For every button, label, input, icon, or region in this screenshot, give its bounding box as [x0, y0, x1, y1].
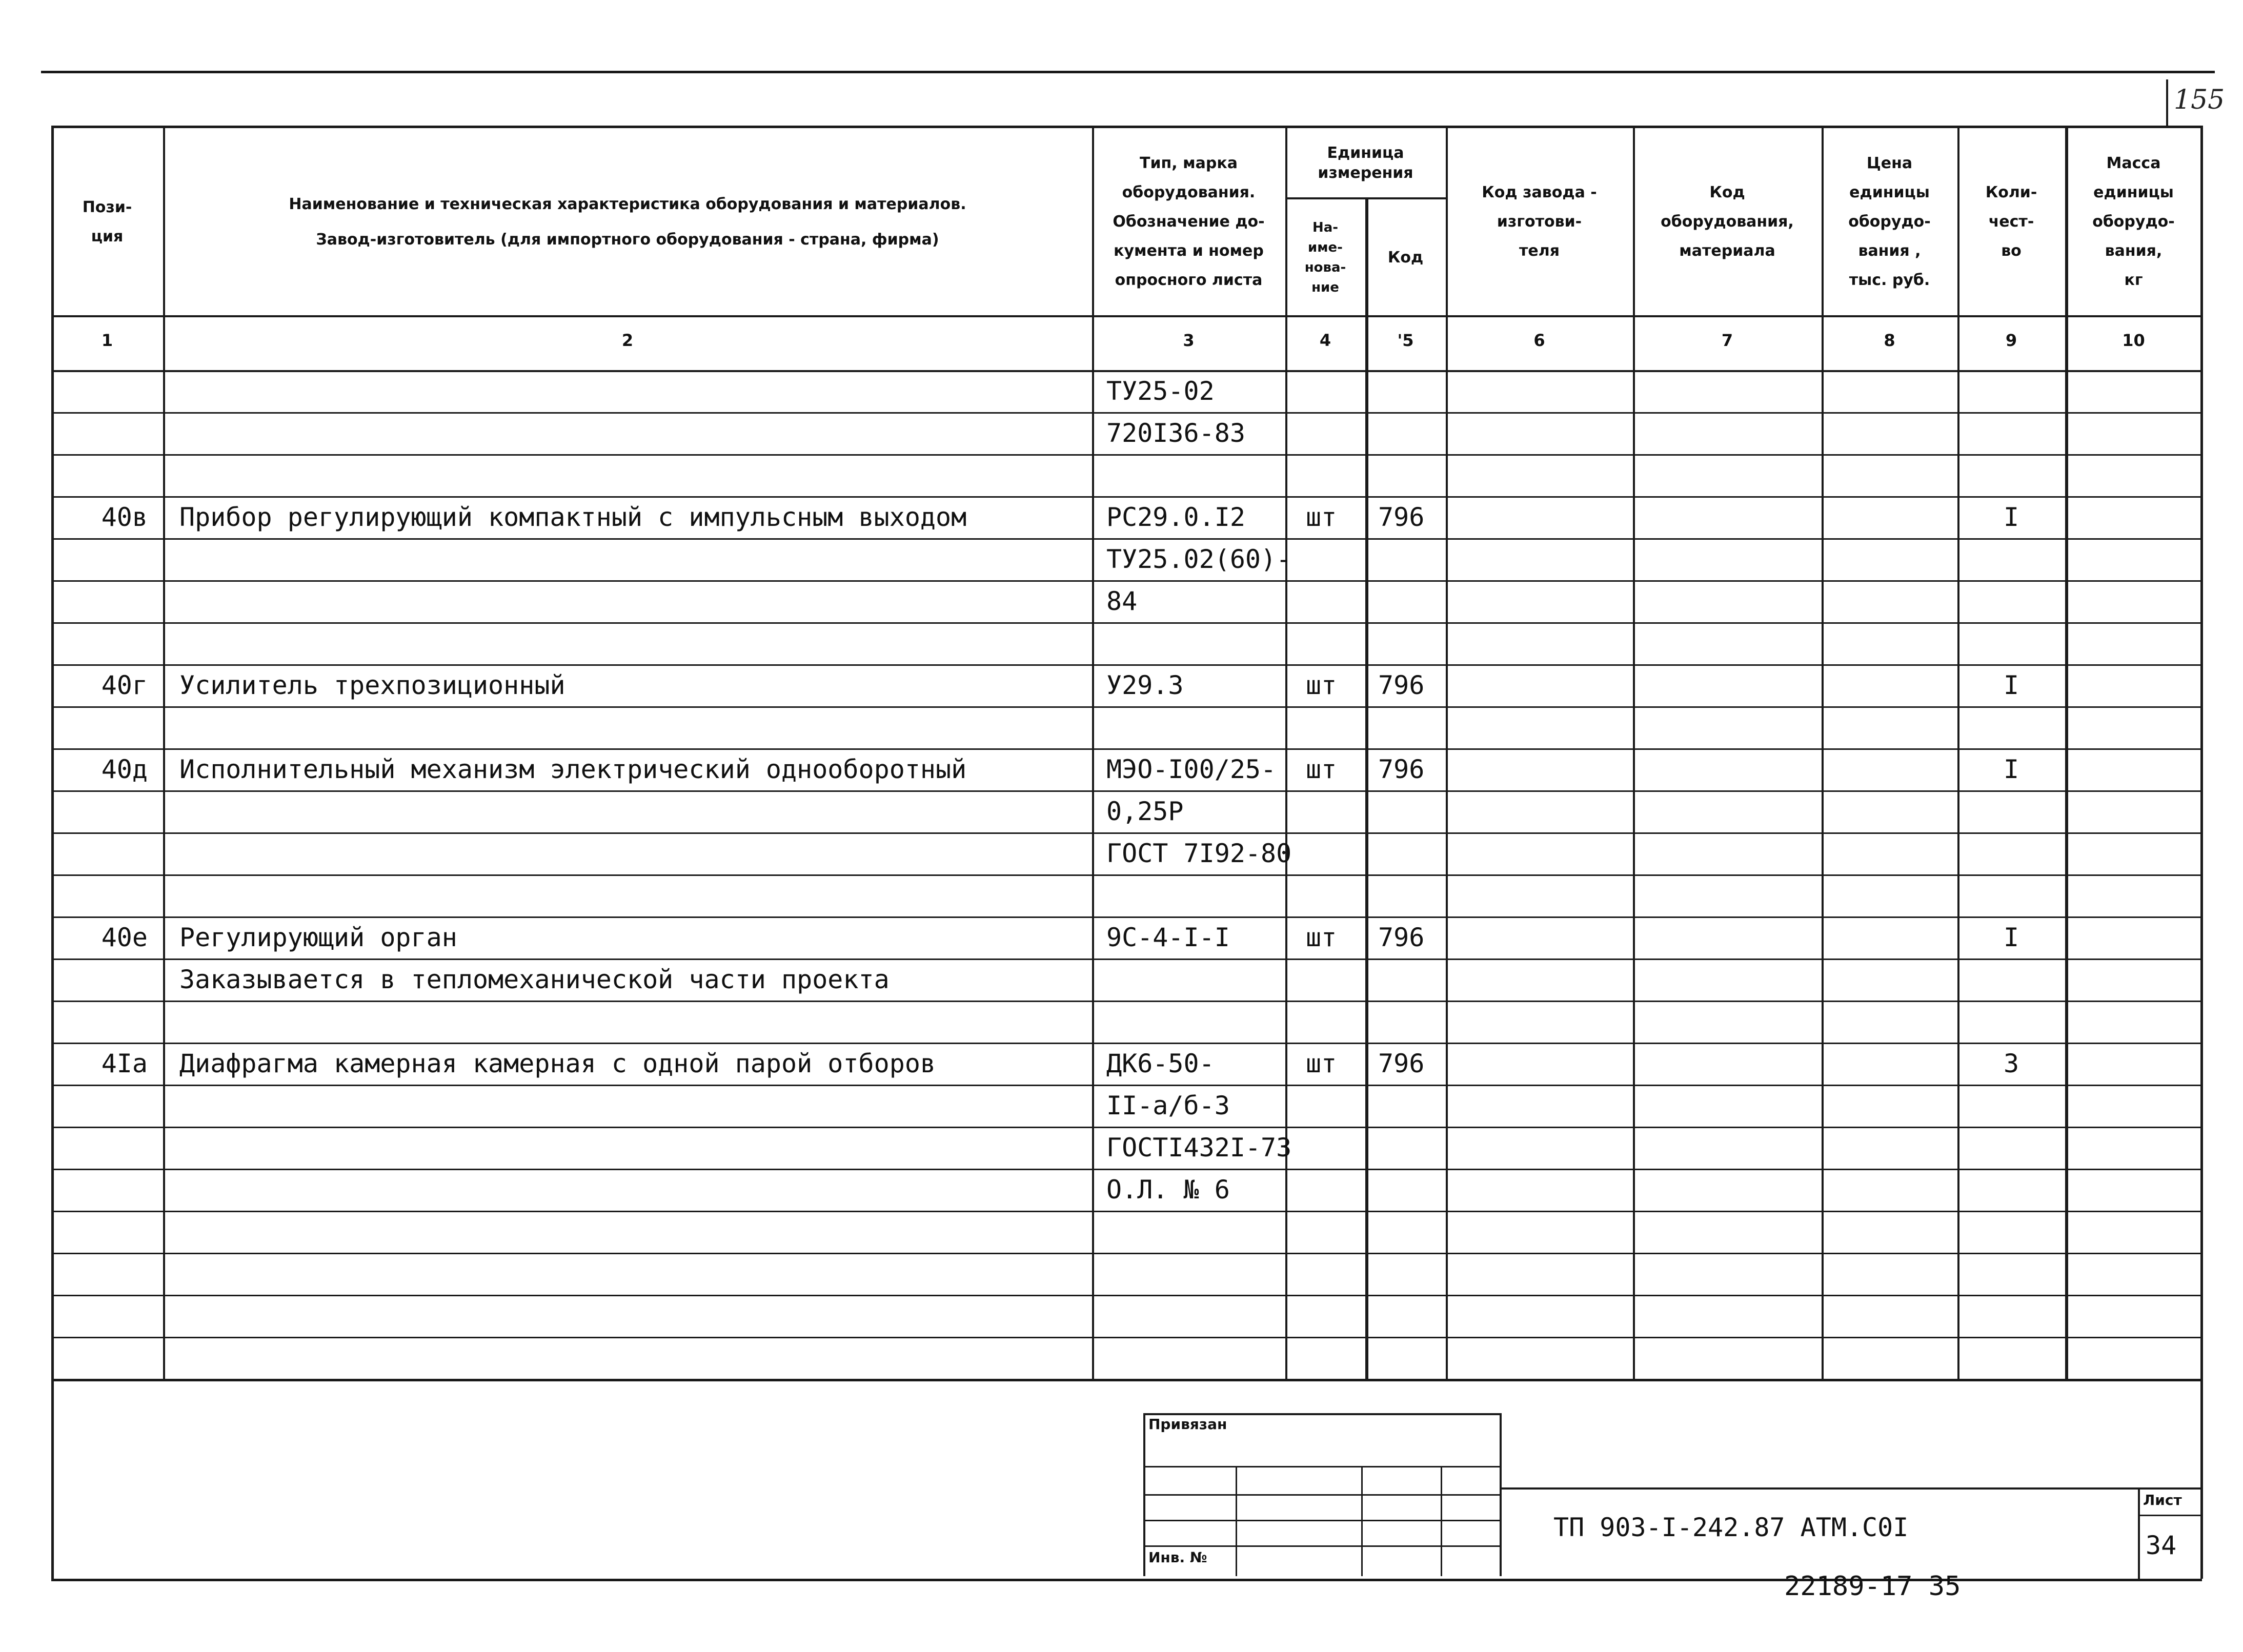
row-divider	[51, 958, 2202, 960]
row-divider	[51, 1085, 2202, 1086]
document-code: ТП 903-I-242.87 АТМ.С0I	[1553, 1513, 1909, 1542]
row-unit-name: шт	[1306, 670, 1337, 700]
row-type: 84	[1106, 586, 1138, 616]
stamp-line	[1143, 1494, 1500, 1496]
sheet-label: Лист	[2143, 1492, 2182, 1508]
row-divider	[51, 412, 2202, 414]
column-number-equip_code: 7	[1721, 331, 1733, 350]
row-name: Прибор регулирующий компактный с импульсным выходом	[179, 502, 967, 532]
stamp-top	[1143, 1413, 1500, 1415]
row-position: 40е	[101, 923, 148, 952]
column-group-header-unit: Единица измерения	[1318, 144, 1413, 182]
column-number-plant_code: 6	[1533, 331, 1545, 350]
column-number-mass: 10	[2122, 331, 2145, 350]
column-number-pos: 1	[101, 331, 113, 350]
row-unit-code: 796	[1378, 754, 1425, 784]
stamp-column	[1236, 1466, 1237, 1576]
row-type: ГОСТ 7I92-80	[1106, 839, 1292, 868]
row-type: II-а/б-3	[1106, 1091, 1230, 1120]
row-type: 720I36-83	[1106, 418, 1245, 448]
row-type: ТУ25.02(60)-	[1106, 544, 1292, 574]
row-divider	[51, 832, 2202, 834]
row-unit-code: 796	[1378, 670, 1425, 700]
row-name: Исполнительный механизм электрический однооборотный	[179, 754, 967, 784]
row-divider	[51, 496, 2202, 498]
row-unit-code: 796	[1378, 1049, 1425, 1078]
column-header-type: Тип, марка оборудования. Обозначение до- кумента и номер опросного листа	[1113, 154, 1265, 289]
column-header-unit_code: Код	[1387, 249, 1424, 267]
row-divider	[51, 916, 2202, 918]
row-quantity: I	[2003, 923, 2019, 952]
sheet-box-left	[2138, 1487, 2140, 1579]
row-divider	[51, 1043, 2202, 1044]
row-unit-name: шт	[1306, 754, 1337, 784]
row-unit-name: шт	[1306, 502, 1337, 532]
column-header-mass: Масса единицы оборудо- вания, кг	[2092, 154, 2175, 289]
stamp-right	[1500, 1413, 1502, 1576]
page-number: 155	[2174, 85, 2225, 115]
column-header-name: Наименование и техническая характеристика оборудования и материалов. Завод-изготовитель (для импортного оборудования - страна, фирма)	[289, 195, 966, 249]
column-divider-4	[1365, 197, 1368, 1379]
column-number-bottom-line	[51, 370, 2202, 372]
row-divider	[51, 454, 2202, 456]
column-header-pos: Пози- ция	[82, 198, 132, 246]
row-position: 40д	[101, 754, 148, 784]
sheet-box-divider	[2138, 1515, 2202, 1516]
row-position: 4Iа	[101, 1049, 148, 1078]
row-type: О.Л. № 6	[1106, 1175, 1230, 1205]
stamp-column	[1441, 1466, 1442, 1576]
row-position: 40в	[101, 502, 148, 532]
row-divider	[51, 748, 2202, 750]
row-divider	[51, 664, 2202, 666]
row-quantity: I	[2003, 754, 2019, 784]
row-divider	[51, 1001, 2202, 1002]
column-header-equip_code: Код оборудования, материала	[1661, 183, 1794, 260]
header-bottom-line	[51, 315, 2202, 317]
stamp-line	[1143, 1520, 1500, 1521]
column-header-qty: Коли- чест- во	[1985, 183, 2037, 260]
row-name: Регулирующий орган	[179, 923, 457, 952]
row-unit-name: шт	[1306, 923, 1337, 952]
stamp-privyazan-label: Привязан	[1148, 1416, 1227, 1433]
row-divider	[51, 1253, 2202, 1254]
column-number-type: 3	[1183, 331, 1195, 350]
top-rule	[41, 71, 2215, 73]
row-unit-code: 796	[1378, 923, 1425, 952]
row-type: У29.3	[1106, 670, 1184, 700]
row-unit-name: шт	[1306, 1049, 1337, 1078]
row-type: РС29.0.I2	[1106, 502, 1245, 532]
footer-archive-code: 22189-17 35	[1784, 1571, 1961, 1602]
column-header-plant_code: Код завода - изготови- теля	[1482, 183, 1597, 260]
row-type: 0,25Р	[1106, 797, 1184, 826]
stamp-inventory-label: Инв. №	[1148, 1549, 1207, 1566]
row-divider	[51, 790, 2202, 792]
row-divider	[51, 1169, 2202, 1170]
row-name: Диафрагма камерная камерная с одной парой отборов	[179, 1049, 936, 1078]
column-header-price: Цена единицы оборудо- вания , тыс. руб.	[1848, 154, 1931, 289]
column-number-name: 2	[621, 331, 634, 350]
column-number-qty: 9	[2005, 331, 2017, 350]
row-type: ГОСТI432I-73	[1106, 1133, 1292, 1162]
row-divider	[51, 580, 2202, 582]
row-type: ТУ25-02	[1106, 376, 1215, 406]
row-divider	[51, 706, 2202, 708]
row-divider	[51, 874, 2202, 876]
sheet-number: 34	[2146, 1531, 2177, 1560]
row-type: ДК6-50-	[1106, 1049, 1215, 1078]
row-divider	[51, 538, 2202, 540]
column-number-price: 8	[1884, 331, 1895, 350]
row-divider	[51, 1211, 2202, 1212]
stamp-line	[1143, 1545, 1500, 1547]
page-number-box-left	[2166, 79, 2168, 128]
row-unit-code: 796	[1378, 502, 1425, 532]
stamp-column	[1361, 1466, 1363, 1576]
row-quantity: I	[2003, 670, 2019, 700]
column-header-unit_name: На- име- нова- ние	[1304, 219, 1346, 295]
row-type: МЭО-I00/25-	[1106, 754, 1277, 784]
row-divider	[51, 1337, 2202, 1338]
column-number-unit_name: 4	[1319, 331, 1331, 350]
row-divider	[51, 1127, 2202, 1128]
row-divider	[51, 1295, 2202, 1296]
grid-bottom-line	[51, 1379, 2202, 1381]
row-quantity: I	[2003, 502, 2019, 532]
row-name: Заказывается в тепломеханической части проекта	[179, 965, 890, 994]
row-name: Усилитель трехпозиционный	[179, 670, 565, 700]
stamp-line	[1143, 1466, 1500, 1467]
column-number-unit_code: '5	[1397, 331, 1414, 350]
stamp-code-area-top	[1500, 1487, 2202, 1490]
row-divider	[51, 622, 2202, 624]
row-position: 40г	[101, 670, 148, 700]
row-type: 9С-4-I-I	[1106, 923, 1230, 952]
row-quantity: 3	[2003, 1049, 2019, 1078]
